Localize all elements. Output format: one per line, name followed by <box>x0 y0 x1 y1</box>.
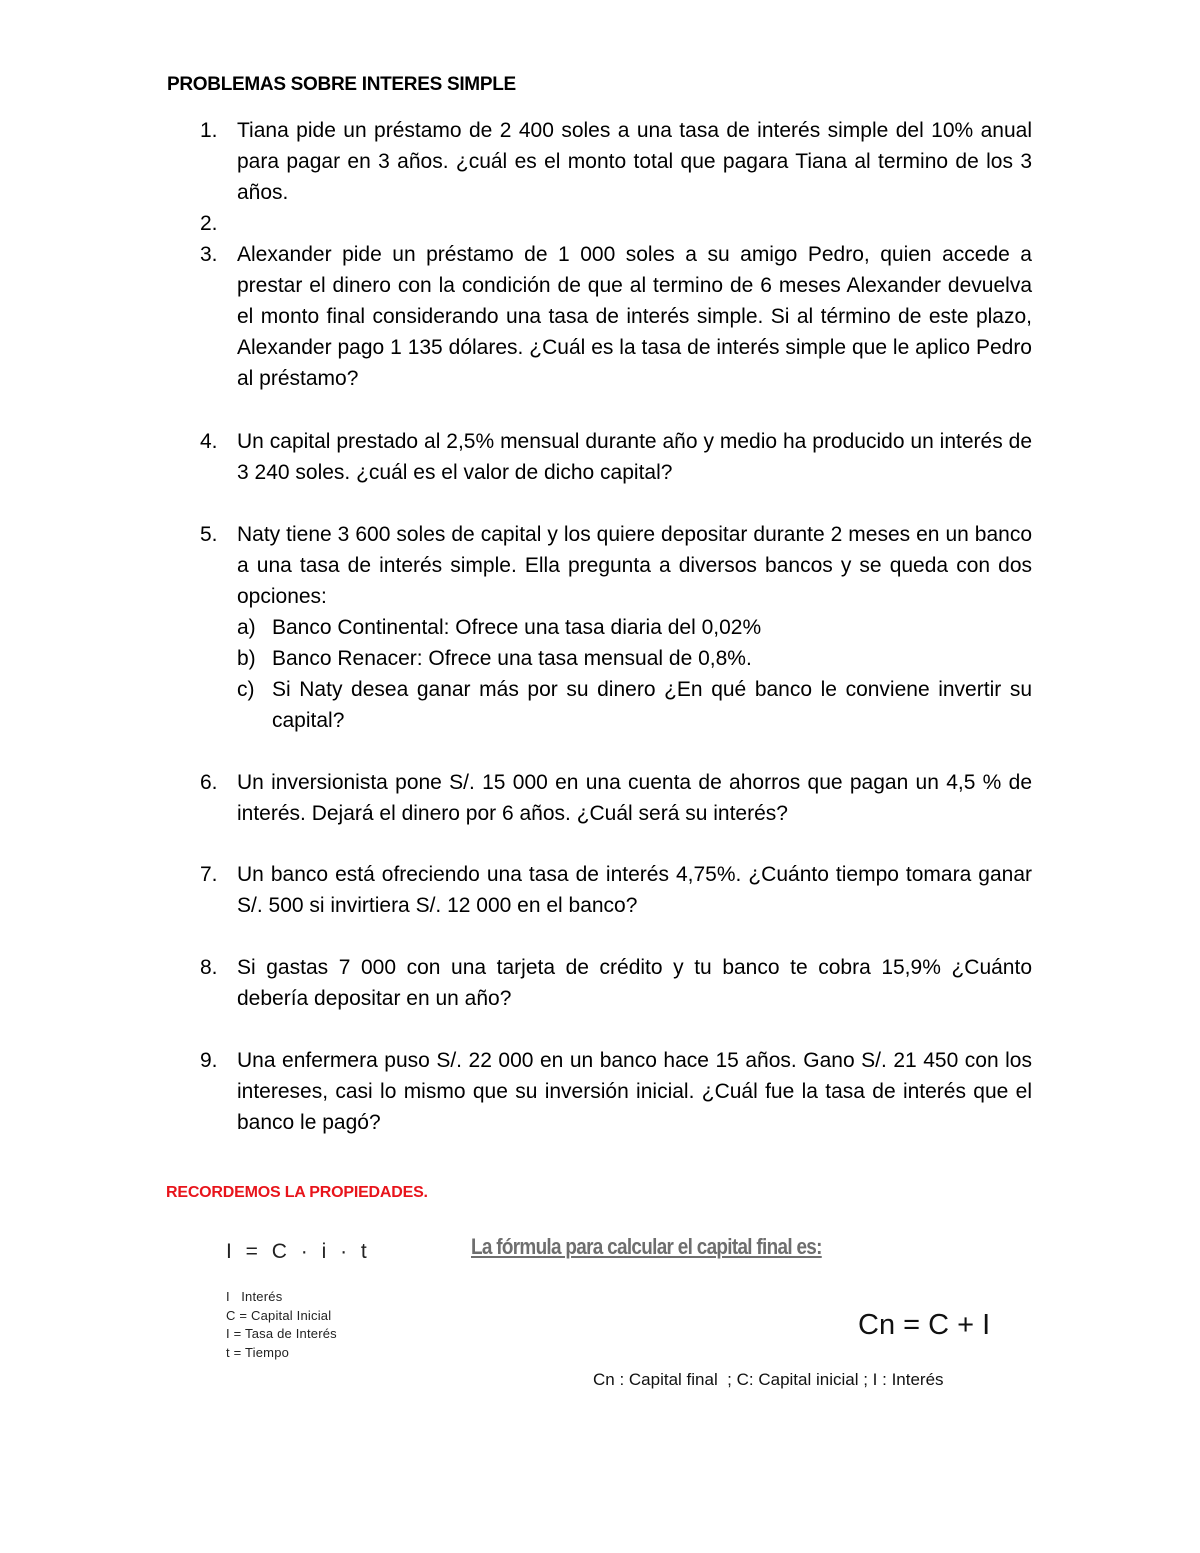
problem-number: 5. <box>200 523 218 546</box>
problem-text: Un banco está ofreciendo una tasa de interés 4,75%. ¿Cuánto tiempo tomara ganar S/. 500 si invirtiera S/. 12 000 en el banco? <box>237 863 1032 917</box>
problem-text: Una enfermera puso S/. 22 000 en un banco hace 15 años. Gano S/. 21 450 con los intereses, casi lo mismo que su inversión inicial. ¿Cuál fue la tasa de interés que el banco le pagó? <box>237 1049 1032 1134</box>
legend-item: I Interés <box>226 1289 283 1304</box>
section-heading: RECORDEMOS LA PROPIEDADES. <box>166 1184 428 1201</box>
legend-item: t = Tiempo <box>226 1344 290 1360</box>
problem-number: 9. <box>200 1049 218 1072</box>
final-capital-formula-title: La fórmula para calcular el capital final es: <box>471 1234 822 1259</box>
subitem-c <box>237 674 1032 736</box>
problem-text: Alexander pide un préstamo de 1 000 soles a su amigo Pedro, quien accede a prestar el dinero con la condición de que al termino de 6 meses Alexander devuelva el monto final considerando una tasa de interés simple. Si al término de este plazo, Alexander pago 1 135 dólares. ¿Cuál es la tasa de interés simple que le aplico Pedro al préstamo? <box>237 243 1032 390</box>
subitem-text: Banco Continental: Ofrece una tasa diaria del 0,02% <box>272 616 762 639</box>
subitem-a <box>237 612 1032 643</box>
problem-7 <box>200 859 1032 921</box>
problem-6 <box>200 767 1032 829</box>
legend-item: I = Tasa de Interés <box>226 1326 337 1341</box>
problem-number: 1. <box>200 119 218 142</box>
subitem-b <box>237 643 1032 674</box>
problem-3 <box>200 239 1032 394</box>
problem-number: 6. <box>200 771 218 794</box>
problem-number: 7. <box>200 863 218 886</box>
subitem-label: b) <box>237 647 256 670</box>
problem-1 <box>200 115 1032 208</box>
problem-number: 8. <box>200 956 218 979</box>
problem-4 <box>200 426 1032 488</box>
problem-text: Tiana pide un préstamo de 2 400 soles a una tasa de interés simple del 10% anual para pagar en 3 años. ¿cuál es el monto total que pagara Tiana al termino de los 3 años. <box>237 119 1032 204</box>
problem-9 <box>200 1045 1032 1138</box>
problem-text: Naty tiene 3 600 soles de capital y los quiere depositar durante 2 meses en un banco a una tasa de interés simple. Ella pregunta a diversos bancos y se queda con dos opciones: <box>237 523 1032 608</box>
subitem-label: c) <box>237 678 255 701</box>
interest-formula: I = C · i · t <box>226 1240 371 1263</box>
final-capital-formula: Cn = C + I <box>858 1309 991 1341</box>
subitem-text: Banco Renacer: Ofrece una tasa mensual de 0,8%. <box>272 647 752 670</box>
problem-5 <box>200 519 1032 736</box>
problem-number: 4. <box>200 430 218 453</box>
problem-number: 3. <box>200 243 218 266</box>
problem-text: Un capital prestado al 2,5% mensual durante año y medio ha producido un interés de 3 240 soles. ¿cuál es el valor de dicho capital? <box>237 430 1032 484</box>
problem-text: Si gastas 7 000 con una tarjeta de crédito y tu banco te cobra 15,9% ¿Cuánto debería depositar en un año? <box>237 956 1032 1010</box>
problem-text: Un inversionista pone S/. 15 000 en una cuenta de ahorros que pagan un 4,5 % de interés. Dejará el dinero por 6 años. ¿Cuál será su interés? <box>237 771 1032 825</box>
page-title: PROBLEMAS SOBRE INTERES SIMPLE <box>167 74 516 95</box>
subitem-text: Si Naty desea ganar más por su dinero ¿En qué banco le conviene invertir su capital? <box>272 678 1032 732</box>
problem-8 <box>200 952 1032 1014</box>
problem-number: 2. <box>200 212 218 235</box>
formula-caption: Cn : Capital final ; C: Capital inicial ; I : Interés <box>593 1370 944 1389</box>
subitem-label: a) <box>237 616 256 639</box>
legend-item: C = Capital Inicial <box>226 1307 332 1323</box>
formula-legend <box>226 1288 337 1362</box>
